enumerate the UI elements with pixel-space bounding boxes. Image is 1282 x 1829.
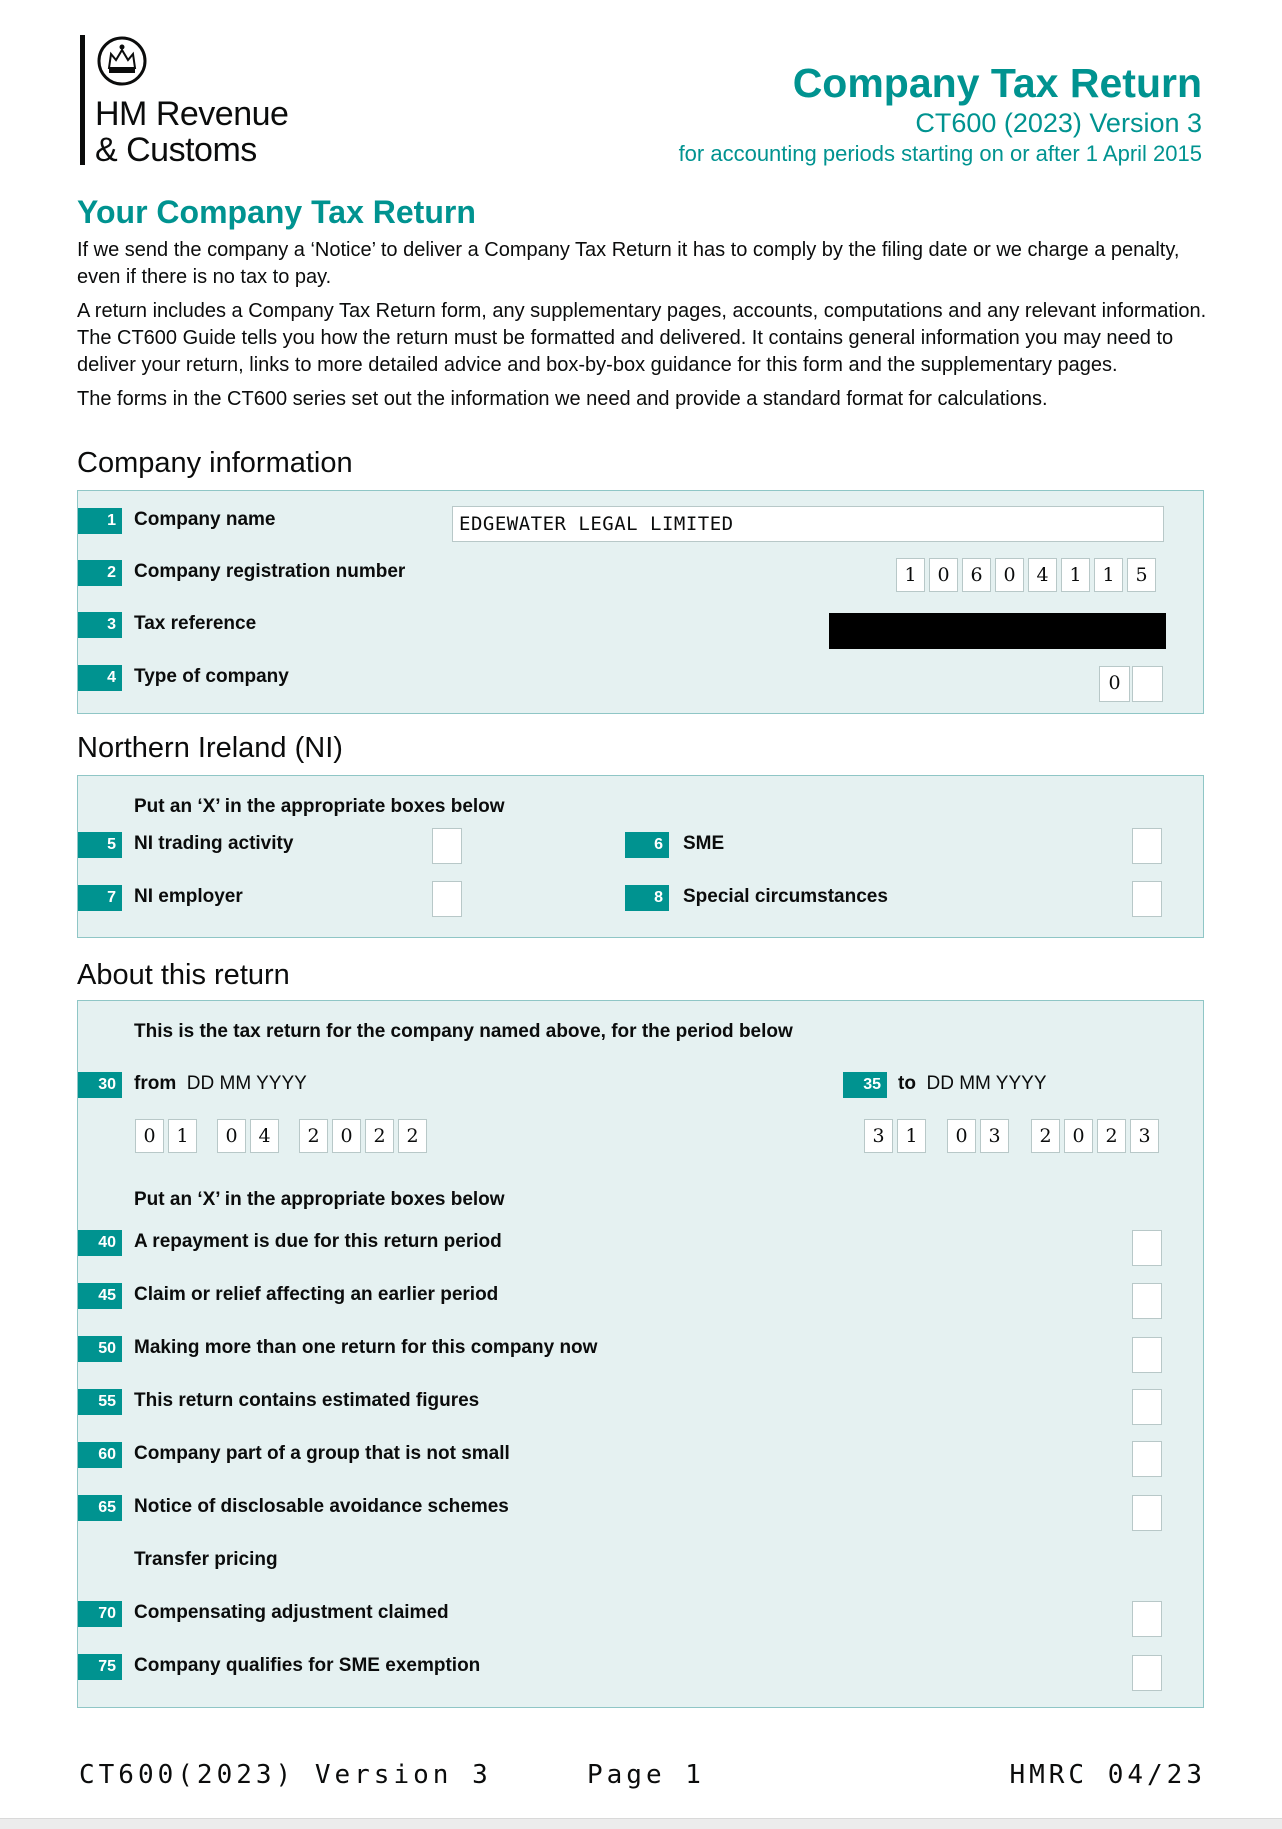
registration-digit[interactable]: 6 xyxy=(962,558,991,592)
box-number-75: 75 xyxy=(78,1654,122,1680)
estimated-figures-checkbox[interactable] xyxy=(1132,1389,1162,1425)
company-name-field[interactable]: EDGEWATER LEGAL LIMITED xyxy=(452,506,1164,542)
avoidance-schemes-label: Notice of disclosable avoidance schemes xyxy=(134,1496,509,1517)
to-year-digit[interactable]: 0 xyxy=(1064,1119,1093,1153)
box-number-55: 55 xyxy=(78,1389,122,1415)
registration-digit[interactable]: 1 xyxy=(1061,558,1090,592)
to-day-digit[interactable]: 1 xyxy=(897,1119,926,1153)
from-year-digit[interactable]: 2 xyxy=(299,1119,328,1153)
to-date-format: DD MM YYYY xyxy=(926,1073,1047,1094)
ni-employer-checkbox[interactable] xyxy=(432,881,462,917)
from-date-format: DD MM YYYY xyxy=(186,1073,307,1094)
page-title: Your Company Tax Return xyxy=(77,194,476,230)
period-from-label xyxy=(134,1073,307,1095)
company-registration-number-label: Company registration number xyxy=(134,561,406,582)
form-title: Company Tax Return xyxy=(792,60,1202,106)
ni-instruction: Put an ‘X’ in the appropriate boxes below xyxy=(134,796,505,817)
sme-checkbox[interactable] xyxy=(1132,828,1162,864)
box-number-4: 4 xyxy=(78,665,122,691)
about-intro: This is the tax return for the company named above, for the period below xyxy=(134,1021,793,1042)
multiple-returns-checkbox[interactable] xyxy=(1132,1337,1162,1373)
about-instruction: Put an ‘X’ in the appropriate boxes below xyxy=(134,1189,505,1210)
ni-panel xyxy=(77,775,1204,938)
from-day-digit[interactable]: 1 xyxy=(168,1119,197,1153)
sme-exemption-label: Company qualifies for SME exemption xyxy=(134,1655,481,1676)
box-number-45: 45 xyxy=(78,1283,122,1309)
section-heading-ni: Northern Ireland (NI) xyxy=(77,732,343,764)
box-number-1: 1 xyxy=(78,508,122,534)
box-number-5: 5 xyxy=(78,832,122,858)
box-number-30: 30 xyxy=(78,1072,122,1098)
box-number-60: 60 xyxy=(78,1442,122,1468)
to-year-digit[interactable]: 2 xyxy=(1031,1119,1060,1153)
from-year-digit[interactable]: 2 xyxy=(398,1119,427,1153)
repayment-due-checkbox[interactable] xyxy=(1132,1230,1162,1266)
compensating-adjustment-label: Compensating adjustment claimed xyxy=(134,1602,449,1623)
special-circumstances-label: Special circumstances xyxy=(683,886,888,907)
repayment-due-label: A repayment is due for this return period xyxy=(134,1231,502,1252)
from-day-digit[interactable]: 0 xyxy=(135,1119,164,1153)
multiple-returns-label: Making more than one return for this company now xyxy=(134,1337,598,1358)
section-heading-about: About this return xyxy=(77,959,290,991)
form-version: CT600 (2023) Version 3 xyxy=(915,108,1202,138)
hmrc-logo-text xyxy=(95,96,288,168)
period-to-label xyxy=(898,1073,1047,1095)
logo-rule xyxy=(80,35,85,165)
intro-paragraph-1: If we send the company a ‘Notice’ to deliver a Company Tax Return it has to comply by the filing date or we charge a penalty, even if there is no tax to pay. xyxy=(77,239,1180,288)
ni-trading-activity-checkbox[interactable] xyxy=(432,828,462,864)
group-not-small-checkbox[interactable] xyxy=(1132,1441,1162,1477)
registration-digit[interactable]: 4 xyxy=(1028,558,1057,592)
avoidance-schemes-checkbox[interactable] xyxy=(1132,1495,1162,1531)
registration-digit[interactable]: 5 xyxy=(1127,558,1156,592)
ni-employer-label: NI employer xyxy=(134,886,243,907)
earlier-period-claim-label: Claim or relief affecting an earlier period xyxy=(134,1284,499,1305)
special-circumstances-checkbox[interactable] xyxy=(1132,881,1162,917)
company-name-label: Company name xyxy=(134,509,276,530)
from-label: from xyxy=(134,1073,177,1094)
to-day-digit[interactable]: 3 xyxy=(864,1119,893,1153)
footer-page-number: Page 1 xyxy=(587,1760,705,1790)
box-number-8: 8 xyxy=(625,885,669,911)
box-number-70: 70 xyxy=(78,1601,122,1627)
to-year-digit[interactable]: 2 xyxy=(1097,1119,1126,1153)
box-number-50: 50 xyxy=(78,1336,122,1362)
from-month-digit[interactable]: 0 xyxy=(217,1119,246,1153)
from-year-digit[interactable]: 2 xyxy=(365,1119,394,1153)
earlier-period-claim-checkbox[interactable] xyxy=(1132,1283,1162,1319)
transfer-pricing-heading: Transfer pricing xyxy=(134,1549,278,1570)
sme-label: SME xyxy=(683,833,725,854)
section-heading-company-info: Company information xyxy=(77,447,353,479)
registration-digit[interactable]: 1 xyxy=(896,558,925,592)
logo-line-2: & Customs xyxy=(95,131,257,169)
royal-crest-icon xyxy=(96,35,148,87)
registration-digit[interactable]: 0 xyxy=(929,558,958,592)
sme-exemption-checkbox[interactable] xyxy=(1132,1655,1162,1691)
to-year-digit[interactable]: 3 xyxy=(1130,1119,1159,1153)
intro-paragraph-2: A return includes a Company Tax Return form, any supplementary pages, accounts, computations and any relevant information. The CT600 Guide tells you how the return must be formatted and delivered. It contains general information you may need to deliver your return, links to more detailed advice and box-by-box guidance for this form and the supplementary pages. xyxy=(77,300,1207,376)
from-month-digit[interactable]: 4 xyxy=(250,1119,279,1153)
footer-hmrc-code: HMRC 04/23 xyxy=(1009,1760,1206,1790)
box-number-40: 40 xyxy=(78,1230,122,1256)
tax-reference-label: Tax reference xyxy=(134,613,257,634)
logo-line-1: HM Revenue xyxy=(95,95,289,133)
box-number-35: 35 xyxy=(843,1072,887,1098)
box-number-7: 7 xyxy=(78,885,122,911)
page-bottom-edge xyxy=(0,1818,1282,1829)
from-year-digit[interactable]: 0 xyxy=(332,1119,361,1153)
estimated-figures-label: This return contains estimated figures xyxy=(134,1390,480,1411)
intro-paragraph-3: The forms in the CT600 series set out the information we need and provide a standard format for calculations. xyxy=(77,388,1048,410)
about-panel xyxy=(77,1000,1204,1708)
form-subtitle: for accounting periods starting on or after 1 April 2015 xyxy=(678,141,1202,166)
type-of-company-digit[interactable]: 0 xyxy=(1099,666,1130,702)
company-info-panel xyxy=(77,490,1204,714)
box-number-2: 2 xyxy=(78,560,122,586)
compensating-adjustment-checkbox[interactable] xyxy=(1132,1601,1162,1637)
to-month-digit[interactable]: 3 xyxy=(980,1119,1009,1153)
box-number-65: 65 xyxy=(78,1495,122,1521)
group-not-small-label: Company part of a group that is not small xyxy=(134,1443,510,1464)
box-number-3: 3 xyxy=(78,612,122,638)
registration-digit[interactable]: 0 xyxy=(995,558,1024,592)
to-month-digit[interactable]: 0 xyxy=(947,1119,976,1153)
footer-form-version: CT600(2023) Version 3 xyxy=(79,1760,492,1790)
type-of-company-label: Type of company xyxy=(134,666,289,687)
box-number-6: 6 xyxy=(625,832,669,858)
to-label: to xyxy=(898,1073,916,1094)
registration-digit[interactable]: 1 xyxy=(1094,558,1123,592)
ni-trading-activity-label: NI trading activity xyxy=(134,833,294,854)
tax-reference-redacted xyxy=(829,613,1166,649)
type-of-company-digit[interactable] xyxy=(1132,666,1163,702)
